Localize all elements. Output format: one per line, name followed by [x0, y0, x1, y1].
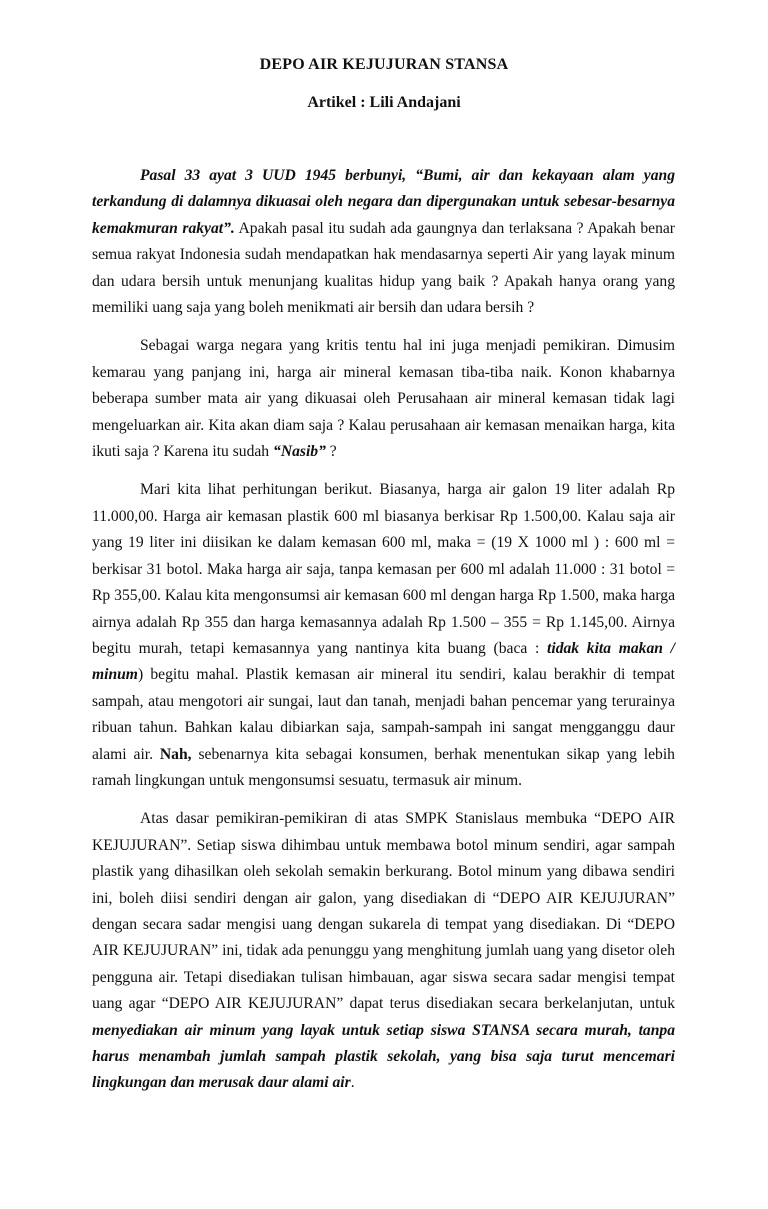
- paragraph-4-text: Atas dasar pemikiran-pemikiran di atas SMPK Stanislaus membuka “DEPO AIR KEJUJURAN”. Setiap siswa dihimbau untuk membawa botol minum sendiri, agar sampah plastik yang dihasilkan oleh sekolah semakin berkurang. Botol minum yang dibawa sendiri ini, boleh diisi sendiri dengan air galon, yang disediakan di “DEPO AIR KEJUJURAN” dengan secara sadar mengisi uang dengan sukarela di tempat yang disediakan. Di “DEPO AIR KEJUJURAN” ini, tidak ada penunggu yang menghitung jumlah uang yang disetor oleh pengguna air. Tetapi disediakan tulisan himbauan, agar siswa secara sadar mengisi tempat uang agar “DEPO AIR KEJUJURAN” dapat terus disediakan secara berkelanjutan, untuk: [92, 810, 675, 1013]
- paragraph-2-text: Sebagai warga negara yang kritis tentu hal ini juga menjadi pemikiran. Dimusim kemarau yang panjang ini, harga air mineral kemasan tiba-tiba naik. Konon khabarnya beberapa sumber mata air yang dikuasai oleh Perusahaan air mineral kemasan tidak lagi mengeluarkan air. Kita akan diam saja ? Kalau perusahaan air kemasan menaikan harga, kita ikuti saja ? Karena itu sudah: [92, 337, 675, 461]
- paragraph-3-text: Mari kita lihat perhitungan berikut. Biasanya, harga air galon 19 liter adalah Rp 11.000,00. Harga air kemasan plastik 600 ml biasanya berkisar Rp 1.500,00. Kalau saja air yang 19 liter ini diisikan ke dalam kemasan 600 ml, maka = (19 X 1000 ml ) : 600 ml = berkisar 31 botol. Maka harga air saja, tanpa kemasan per 600 ml adalah 11.000 : 31 botol = Rp 355,00. Kalau kita mengonsumsi air kemasan 600 ml dengan harga Rp 1.500, maka harga airnya adalah Rp 355 dan harga kemasannya adalah Rp 1.500 – 355 = Rp 1.145,00. Airnya begitu murah, tetapi kemasannya yang nantinya kita buang (baca :: [92, 481, 675, 657]
- goal-emphasis: menyediakan air minum yang layak untuk setiap siswa STANSA secara murah, tanpa harus menambah jumlah sampah plastik sekolah, yang bisa saja turut mencemari lingkungan dan merusak daur alami air: [92, 1021, 675, 1092]
- article-body: [92, 163, 675, 1097]
- nah-emphasis: Nah,: [159, 745, 192, 763]
- paragraph-4: [92, 806, 675, 1096]
- paragraph-1-text: Apakah pasal itu sudah ada gaungnya dan terlaksana ? Apakah benar semua rakyat Indonesia sudah mendapatkan hak mendasarnya seperti Air yang layak minum dan udara bersih untuk menunjang kualitas hidup yang baik ? Apakah hanya orang yang memiliki uang saja yang boleh menikmati air bersih dan udara bersih ?: [92, 219, 675, 317]
- constitution-quote: Pasal 33 ayat 3 UUD 1945 berbunyi, “Bumi, air dan kekayaan alam yang terkandung di dalamnya dikuasai oleh negara dan dipergunakan untuk sebesar-besarnya kemakmuran rakyat”.: [92, 167, 675, 237]
- article-author: Artikel : Lili Andajani: [307, 94, 461, 111]
- nasib-emphasis: “Nasib”: [273, 443, 326, 461]
- paragraph-3: [92, 477, 675, 794]
- not-eaten-emphasis: tidak kita makan / minum: [92, 639, 675, 684]
- paragraph-4-end: .: [350, 1074, 355, 1092]
- paragraph-3-text-2: ) begitu mahal. Plastik kemasan air mineral itu sendiri, kalau berakhir di tempat sampah, atau mengotori air sungai, laut dan tanah, menjadi bahan pencemar yang terurainya ribuan tahun. Bahkan kalau dibiarkan saja, sampah-sampah ini sangat mengganggu daur alami air.: [92, 666, 675, 763]
- paragraph-2: [92, 333, 675, 465]
- paragraph-3-text-3: sebenarnya kita sebagai konsumen, berhak menentukan sikap yang lebih ramah lingkungan untuk mengonsumsi sesuatu, termasuk air minum.: [92, 745, 675, 789]
- document-title: DEPO AIR KEJUJURAN STANSA: [259, 56, 509, 73]
- paragraph-2-end: ?: [325, 443, 337, 461]
- paragraph-1: [92, 163, 675, 321]
